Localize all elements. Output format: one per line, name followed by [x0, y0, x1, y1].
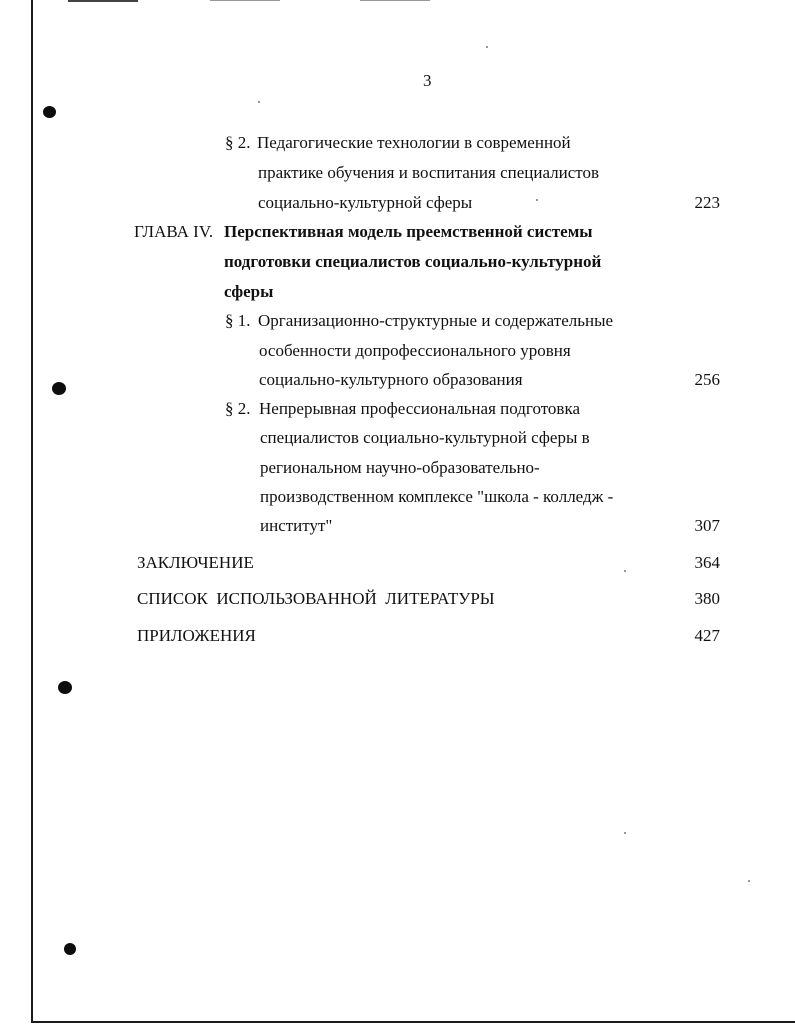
toc-page-number: 223	[694, 193, 720, 212]
toc-page-number: 256	[694, 370, 720, 389]
toc-page-number: 364	[694, 553, 720, 572]
punch-hole-1	[43, 106, 56, 118]
scan-border-bottom	[31, 1021, 795, 1023]
punch-hole-3	[58, 681, 72, 694]
toc-page-number: 380	[694, 589, 720, 608]
toc-section-title-line: Педагогические технологии в современной	[257, 133, 571, 152]
scan-speck	[748, 880, 750, 882]
toc-chapter-label: ГЛАВА IV.	[134, 222, 214, 241]
toc-section-title-line: производственном комплексе "школа - колледж -	[260, 487, 614, 506]
toc-section-title-line: региональном научно-образовательно-	[260, 458, 540, 477]
toc-section-title-line: особенности допрофессионального уровня	[259, 341, 571, 360]
toc-section-mark: § 2.	[225, 133, 251, 152]
scan-speck	[258, 101, 260, 103]
scan-border-top	[68, 0, 138, 2]
punch-hole-2	[52, 382, 66, 395]
toc-section-mark: § 2.	[225, 399, 251, 418]
toc-section-title-line: специалистов социально-культурной сферы в	[260, 428, 590, 447]
toc-page-number: 427	[694, 626, 720, 645]
page-number: 3	[423, 71, 432, 90]
toc-references: СПИСОК ИСПОЛЬЗОВАННОЙ ЛИТЕРАТУРЫ	[137, 589, 495, 608]
scan-border-left	[31, 0, 33, 1022]
scan-speck	[486, 46, 488, 48]
toc-appendices: ПРИЛОЖЕНИЯ	[137, 626, 256, 645]
scan-speck	[624, 832, 626, 834]
toc-conclusion: ЗАКЛЮЧЕНИЕ	[137, 553, 254, 572]
toc-section-title-line: Непрерывная профессиональная подготовка	[259, 399, 580, 418]
scan-speck	[624, 570, 626, 572]
toc-chapter-title-line: подготовки специалистов социально-культурной	[224, 252, 602, 271]
toc-section-title-line: институт"	[260, 516, 333, 535]
toc-section-title-line: практике обучения и воспитания специалистов	[258, 163, 600, 182]
toc-section-mark: § 1.	[225, 311, 251, 330]
scan-border-top-right-2	[360, 0, 430, 1]
toc-section-title-line: Организационно-структурные и содержательные	[258, 311, 614, 330]
toc-section-title-line: социально-культурного образования	[259, 370, 523, 389]
toc-page-number: 307	[694, 516, 720, 535]
toc-section-title-line: социально-культурной сферы	[258, 193, 473, 212]
toc-chapter-title-line: сферы	[224, 282, 274, 301]
scan-border-top-right	[210, 0, 280, 1]
punch-hole-4	[64, 943, 76, 955]
scan-speck	[536, 199, 538, 201]
toc-chapter-title-line: Перспективная модель преемственной системы	[224, 222, 593, 241]
